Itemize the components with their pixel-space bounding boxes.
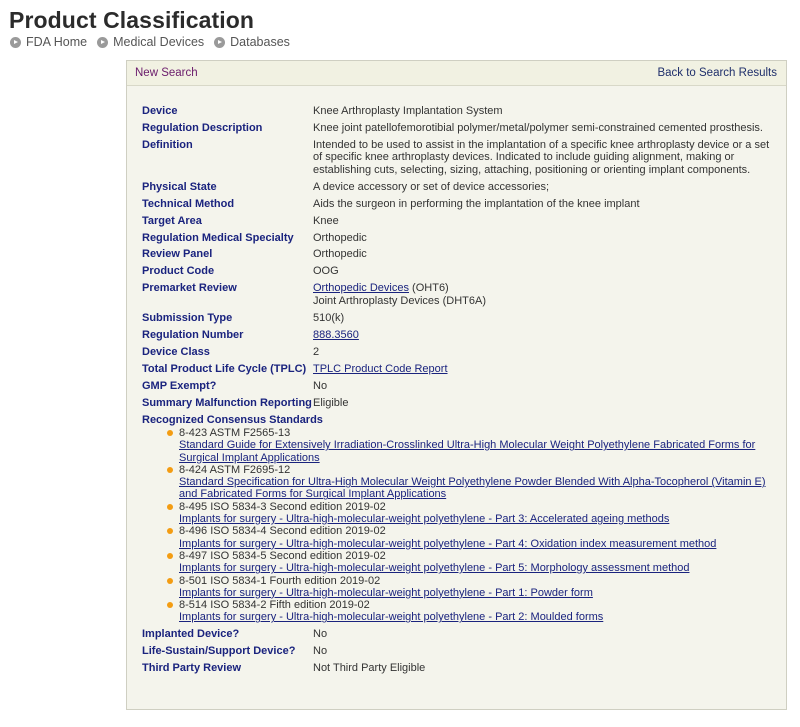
standard-title-link[interactable]: Implants for surgery - Ultra-high-molecular-weight polyethylene - Part 5: Morphology assessment method: [179, 562, 690, 575]
field-row-review-panel: [142, 248, 777, 260]
field-value: 2: [313, 345, 320, 358]
standard-code: 8-495 ISO 5834-3 Second edition 2019-02: [179, 500, 386, 513]
field-value: [313, 282, 777, 307]
field-label: Definition: [142, 138, 193, 151]
field-label: Review Panel: [142, 248, 213, 261]
field-value: Knee joint patellofemorotibial polymer/metal/polymer semi-constrained cemented prosthesis.: [313, 121, 763, 134]
breadcrumb-label[interactable]: FDA Home: [26, 35, 88, 49]
regulation-number-link[interactable]: 888.3560: [313, 328, 359, 341]
field-value: Knee: [313, 214, 339, 227]
field-label: Product Code: [142, 265, 215, 278]
field-row-technical-method: [142, 198, 777, 210]
field-row-life-sustain: [142, 645, 777, 657]
field-label: GMP Exempt?: [142, 379, 217, 392]
breadcrumb-label[interactable]: Databases: [230, 35, 290, 49]
standard-code: 8-514 ISO 5834-2 Fifth edition 2019-02: [179, 599, 370, 612]
bullet-dot-icon: [167, 467, 173, 473]
standard-title-link[interactable]: Implants for surgery - Ultra-high-molecular-weight polyethylene - Part 4: Oxidation index measurement method: [179, 537, 717, 550]
standards-section: [142, 414, 777, 624]
field-row-premarket-review: [142, 282, 777, 307]
field-value: Not Third Party Eligible: [313, 662, 426, 675]
field-row-regulation-specialty: [142, 232, 777, 244]
field-label: Submission Type: [142, 311, 233, 324]
premarket-division: Joint Arthroplasty Devices (DHT6A): [313, 294, 486, 307]
field-label: Physical State: [142, 180, 217, 193]
tplc-report-link[interactable]: TPLC Product Code Report: [313, 362, 448, 375]
field-value: Aids the surgeon in performing the implantation of the knee implant: [313, 197, 640, 210]
field-label: Device: [142, 105, 178, 117]
field-row-submission-type: [142, 312, 777, 324]
field-label: Regulation Number: [142, 328, 244, 341]
field-value: Orthopedic: [313, 231, 367, 244]
field-label: Life-Sustain/Support Device?: [142, 645, 296, 658]
field-label: Target Area: [142, 214, 202, 227]
standard-code: 8-423 ASTM F2565-13: [179, 426, 291, 439]
standards-list: [142, 427, 777, 624]
field-value: Knee Arthroplasty Implantation System: [313, 105, 503, 117]
premarket-review-line: [313, 282, 777, 294]
chevron-right-circle-icon: [97, 37, 108, 48]
bullet-dot-icon: [167, 578, 173, 584]
field-value: Orthopedic: [313, 248, 367, 261]
standard-title-link[interactable]: Standard Guide for Extensively Irradiation-Crosslinked Ultra-High Molecular Weight Polyethylene Fabricated Forms for Surgical Implant Applications: [179, 439, 756, 464]
bullet-dot-icon: [167, 528, 173, 534]
field-label: Premarket Review: [142, 282, 237, 295]
field-label: Regulation Description: [142, 121, 263, 134]
list-item: [167, 427, 777, 464]
field-row-regulation-number: [142, 329, 777, 341]
standard-title-link[interactable]: Standard Specification for Ultra-High Molecular Weight Polyethylene Powder Blended With Alpha-Tocopherol (Vitamin E) and Fabricated Forms for Surgical Implant Applications: [179, 476, 766, 501]
field-row-regulation-description: [142, 122, 777, 134]
standard-code: 8-501 ISO 5834-1 Fourth edition 2019-02: [179, 574, 381, 587]
bullet-dot-icon: [167, 553, 173, 559]
chevron-right-circle-icon: [10, 37, 21, 48]
list-item: [167, 599, 777, 624]
field-value: Intended to be used to assist in the implantation of a specific knee arthroplasty device or a set of specific knee arthroplasty devices. Indicated to include guiding alignment, making or establishing cuts, selecting, sizing, attaching, positioning or orienting implant components.: [313, 138, 770, 176]
list-item: [167, 464, 777, 501]
field-row-third-party-review: [142, 662, 777, 674]
list-item: [167, 550, 777, 575]
field-value: Eligible: [313, 396, 349, 409]
bullet-dot-icon: [167, 430, 173, 436]
chevron-right-circle-icon: [214, 37, 225, 48]
field-row-device: [142, 105, 777, 117]
field-label: Implanted Device?: [142, 628, 240, 641]
field-label: Regulation Medical Specialty: [142, 231, 294, 244]
list-item: [167, 525, 777, 550]
field-row-summary-malfunction: [142, 397, 777, 409]
field-value: OOG: [313, 265, 339, 278]
field-value: A device accessory or set of device accessories;: [313, 180, 549, 193]
field-row-implanted-device: [142, 628, 777, 640]
premarket-office-code: (OHT6): [409, 282, 449, 295]
field-row-definition: [142, 139, 777, 176]
breadcrumb-item-medical-devices[interactable]: [97, 35, 204, 49]
breadcrumb-item-fda-home[interactable]: [10, 35, 87, 49]
list-item: [167, 575, 777, 600]
bullet-dot-icon: [167, 602, 173, 608]
classification-panel: [126, 60, 787, 710]
field-row-device-class: [142, 346, 777, 358]
field-label: Total Product Life Cycle (TPLC): [142, 362, 307, 375]
field-row-product-code: [142, 265, 777, 277]
breadcrumb-label[interactable]: Medical Devices: [113, 35, 205, 49]
standard-title-link[interactable]: Implants for surgery - Ultra-high-molecular-weight polyethylene - Part 2: Moulded forms: [179, 611, 604, 624]
list-item: [167, 501, 777, 526]
field-row-gmp-exempt: [142, 380, 777, 392]
standard-code: 8-496 ISO 5834-4 Second edition 2019-02: [179, 525, 386, 538]
standards-heading: Recognized Consensus Standards: [142, 413, 323, 426]
field-label: Device Class: [142, 345, 210, 358]
field-value: No: [313, 379, 328, 392]
field-label: Summary Malfunction Reporting: [142, 396, 312, 409]
back-to-results-link[interactable]: Back to Search Results: [657, 67, 777, 79]
field-value: No: [313, 628, 328, 641]
field-row-target-area: [142, 215, 777, 227]
field-row-physical-state: [142, 181, 777, 193]
orthopedic-devices-link[interactable]: Orthopedic Devices: [313, 282, 409, 295]
standard-code: 8-497 ISO 5834-5 Second edition 2019-02: [179, 549, 386, 562]
field-label: Technical Method: [142, 197, 235, 210]
field-value: No: [313, 645, 328, 658]
field-value: 510(k): [313, 311, 345, 324]
standard-code: 8-424 ASTM F2695-12: [179, 463, 291, 476]
breadcrumb-item-databases[interactable]: [214, 35, 290, 49]
breadcrumb: [10, 35, 300, 49]
new-search-link[interactable]: New Search: [135, 67, 198, 79]
field-value: [313, 329, 777, 341]
panel-toolbar: [127, 61, 786, 86]
classification-table: [142, 105, 777, 679]
field-label: Third Party Review: [142, 662, 242, 675]
standard-title-link[interactable]: Implants for surgery - Ultra-high-molecular-weight polyethylene - Part 3: Accelerated ageing methods: [179, 513, 670, 526]
bullet-dot-icon: [167, 504, 173, 510]
standard-title-link[interactable]: Implants for surgery - Ultra-high-molecular-weight polyethylene - Part 1: Powder form: [179, 586, 593, 599]
field-row-tplc: [142, 363, 777, 375]
page-title: Product Classification: [9, 7, 255, 33]
field-value: [313, 363, 777, 375]
